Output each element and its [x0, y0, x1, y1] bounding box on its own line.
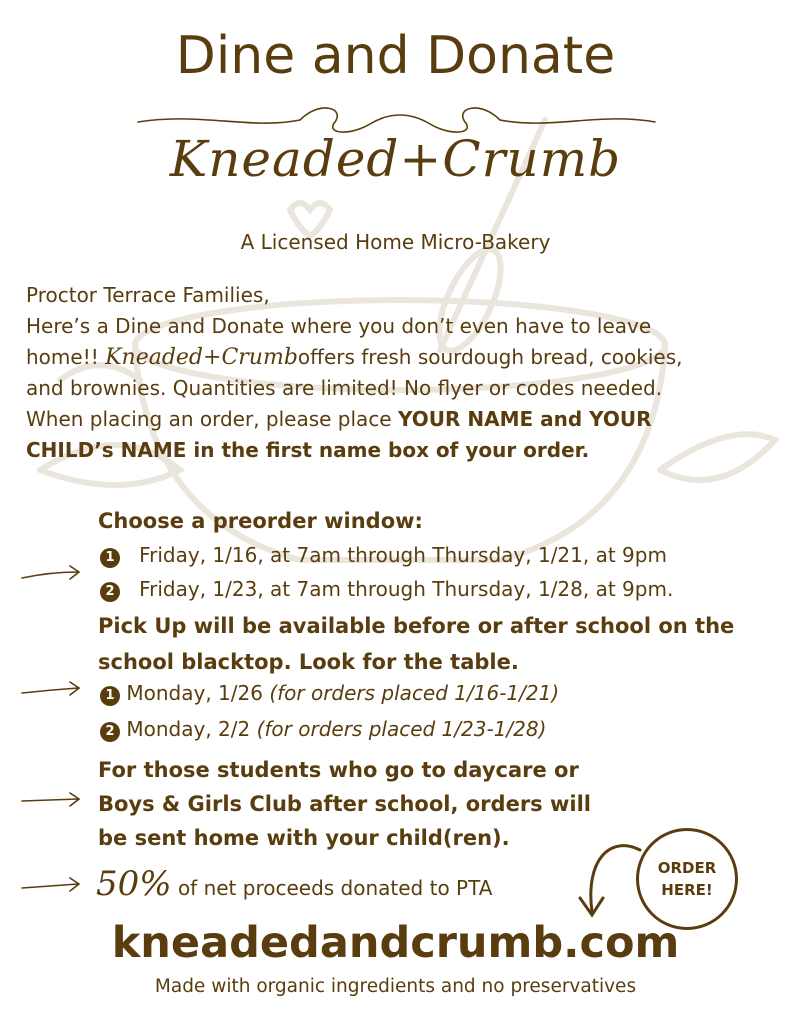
brand-logo: Kneaded+Crumb	[169, 130, 622, 188]
intro-line: CHILD’s NAME in the first name box of your order.	[26, 438, 590, 462]
curved-arrow-icon	[580, 846, 640, 915]
brand-inline: Kneaded+Crumb	[105, 345, 298, 370]
page-title: Dine and Donate	[175, 26, 616, 86]
intro-line: When placing an order, please place YOUR NAME and YOUR	[26, 407, 652, 431]
pickup-date-2: 2 Monday, 2/2 (for orders placed 1/23-1/28)	[100, 714, 546, 744]
number-one-icon: 1	[100, 548, 120, 568]
tagline: A Licensed Home Micro-Bakery	[240, 230, 551, 254]
greeting: Proctor Terrace Families,	[26, 283, 270, 307]
preorder-window-2: 2 Friday, 1/23, at 7am through Thursday, 1/28, at 9pm.	[100, 574, 673, 604]
preorder-window-1: 1 Friday, 1/16, at 7am through Thursday, 1/21, at 9pm	[100, 540, 667, 570]
number-one-icon: 1	[100, 686, 120, 706]
intro-paragraph	[26, 280, 776, 466]
footer-note: Made with organic ingredients and no preservatives	[154, 976, 637, 997]
arrow-icon	[22, 793, 79, 806]
number-two-icon: 2	[100, 582, 120, 602]
flourish-divider	[138, 108, 655, 132]
donation-line: 50% of net proceeds donated to PTA	[96, 864, 493, 904]
daycare-line: Boys & Girls Club after school, orders will	[98, 792, 591, 816]
donation-percent: 50%	[96, 864, 172, 904]
intro-line: and brownies. Quantities are limited! No flyer or codes needed.	[26, 376, 663, 400]
arrow-icon	[22, 566, 79, 579]
website-link[interactable]: kneadedandcrumb.com	[111, 918, 680, 968]
daycare-line: For those students who go to daycare or	[98, 758, 579, 782]
intro-line: Here’s a Dine and Donate where you don’t even have to leave	[26, 314, 652, 338]
arrow-icon	[22, 878, 79, 891]
order-here-button[interactable]: ORDER HERE!	[636, 828, 738, 930]
daycare-line: be sent home with your child(ren).	[98, 826, 510, 850]
intro-line: home!! Kneaded+Crumboffers fresh sourdough bread, cookies,	[26, 345, 683, 370]
pickup-line: school blacktop. Look for the table.	[98, 650, 519, 674]
arrow-icon	[22, 682, 79, 695]
pickup-line: Pick Up will be available before or after school on the	[98, 614, 735, 638]
number-two-icon: 2	[100, 722, 120, 742]
preorder-heading: Choose a preorder window:	[98, 509, 423, 533]
pickup-date-1: 1 Monday, 1/26 (for orders placed 1/16-1/21)	[100, 678, 559, 708]
